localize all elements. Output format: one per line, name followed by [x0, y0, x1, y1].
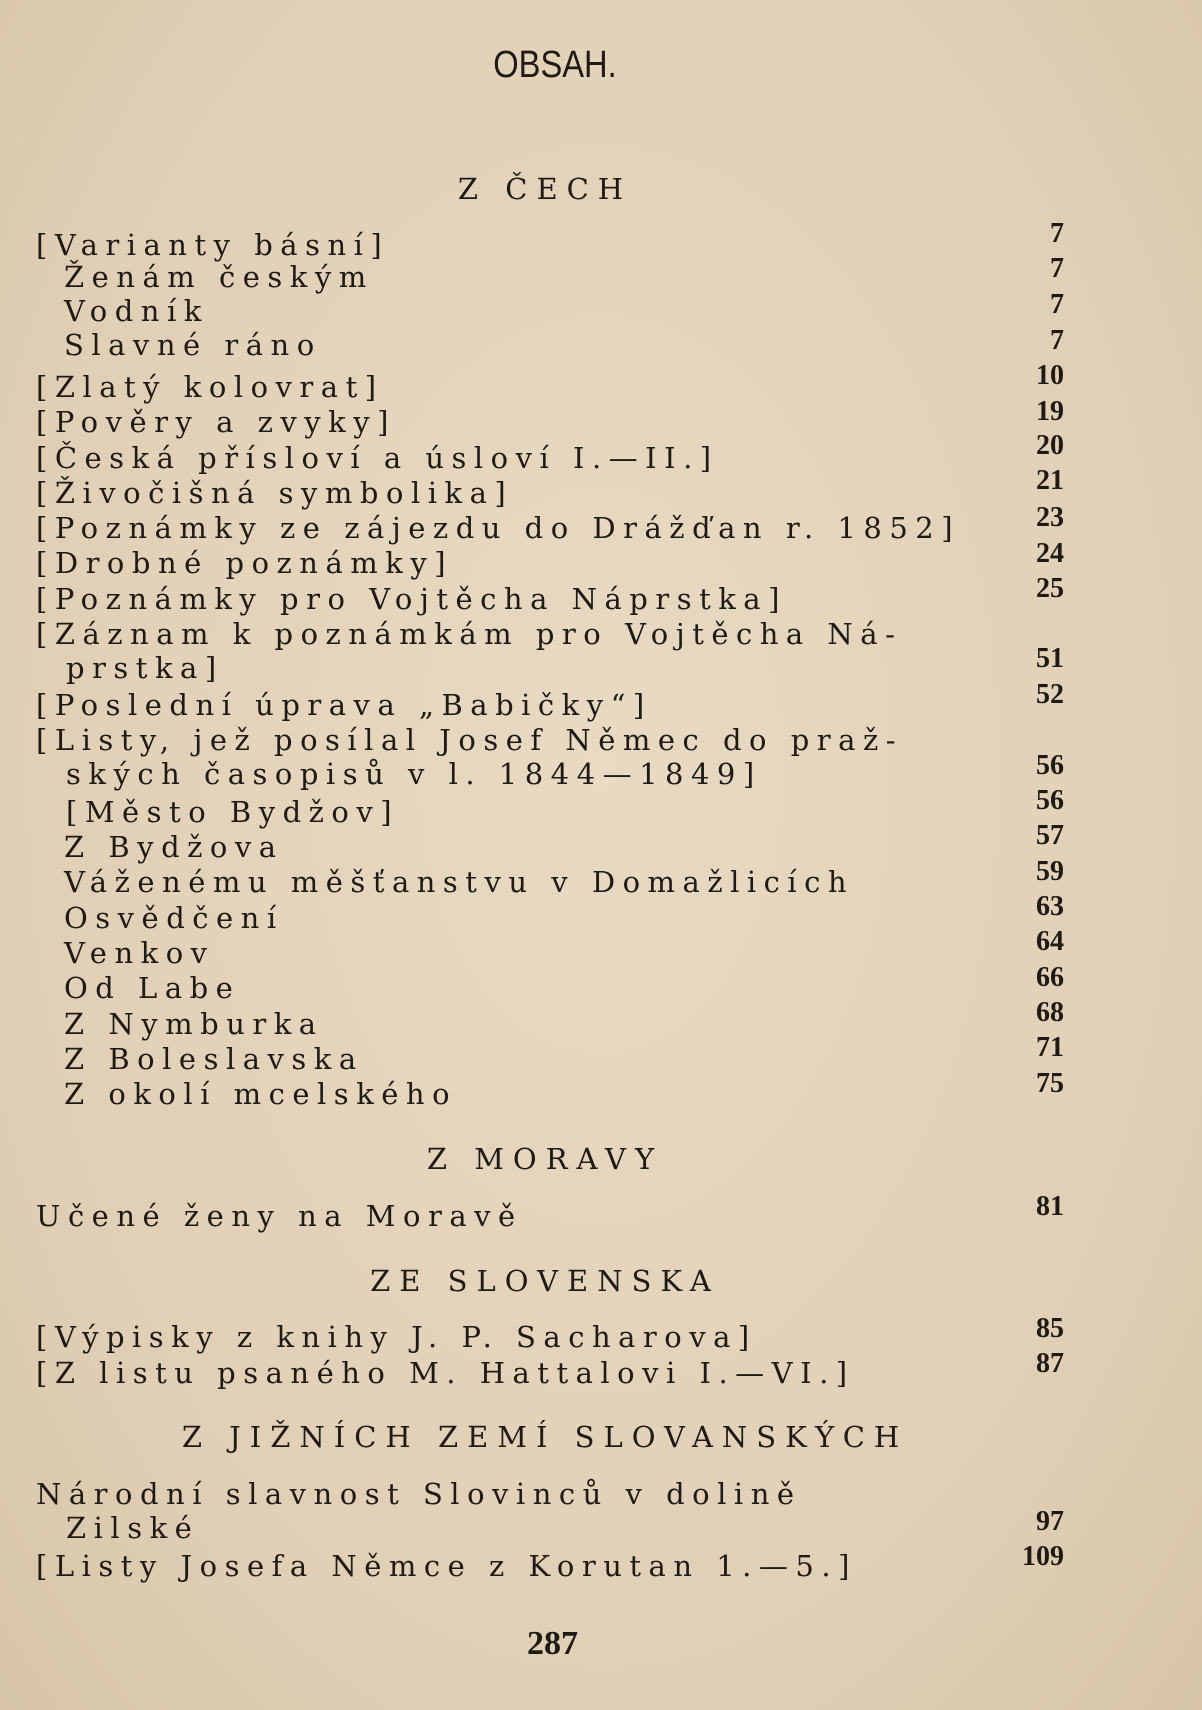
- page-folio: 287: [527, 1625, 578, 1662]
- page-number: 85: [1036, 1313, 1064, 1344]
- page-number: 51: [1036, 643, 1064, 674]
- toc-entry-zivocisna: [Živočišná symbolika]: [36, 476, 514, 510]
- page-number: 10: [1036, 360, 1064, 391]
- toc-entry-drazdany: [Poznámky ze zájezdu do Drážďan r. 1852]: [36, 511, 961, 545]
- toc-entry-varianty: [Varianty básní]: [36, 228, 390, 262]
- toc-entry-naprstek: [Poznámky pro Vojtěcha Náprstka]: [36, 582, 787, 616]
- section-heading-jih: Z JIŽNÍCH ZEMÍ SLOVANSKÝCH: [181, 1420, 909, 1454]
- page-number: 19: [1036, 396, 1064, 427]
- toc-entry-zenam: Ženám českým: [64, 260, 374, 294]
- toc-entry-ucene-zeny: Učené ženy na Moravě: [36, 1199, 523, 1233]
- page-number: 52: [1036, 679, 1064, 710]
- toc-entry-od-labe: Od Labe: [64, 971, 241, 1005]
- toc-entry-slovinci: Národní slavnost Slovinců v dolině Zilské: [36, 1477, 802, 1545]
- toc-entry-z-bydzova: Z Bydžova: [64, 830, 284, 864]
- toc-entry-nymburk: Z Nymburka: [64, 1007, 324, 1041]
- page-number: 23: [1036, 502, 1064, 533]
- page-number: 7: [1050, 289, 1064, 320]
- page-number: 66: [1036, 962, 1064, 993]
- section-heading-morava: Z MORAVY: [426, 1142, 664, 1176]
- toc-entry-venkov: Venkov: [64, 936, 215, 970]
- page-number: 7: [1050, 325, 1064, 356]
- page-number: 7: [1050, 218, 1064, 249]
- page-number: 7: [1050, 253, 1064, 284]
- toc-entry-zlaty-kolovrat: [Zlatý kolovrat]: [36, 370, 384, 404]
- page-number: 56: [1036, 785, 1064, 816]
- toc-entry-mcelske: Z okolí mcelského: [64, 1077, 458, 1111]
- page-number: 24: [1036, 538, 1064, 569]
- page-number: 75: [1036, 1068, 1064, 1099]
- toc-entry-domazlice: Váženému měšťanstvu v Domažlicích: [64, 865, 855, 899]
- page-number: 59: [1036, 856, 1064, 887]
- toc-entry-korutany: [Listy Josefa Němce z Korutan 1.—5.]: [36, 1549, 857, 1583]
- toc-entry-slavne-rano: Slavné ráno: [64, 328, 322, 362]
- toc-entry-ceska-prislovi: [Česká přísloví a úsloví I.—II.]: [36, 441, 719, 475]
- toc-entry-listy-nemec: [Listy, jež posílal Josef Němec do praž- ských časopisů v l. 1844—1849]: [36, 723, 904, 791]
- page-number: 68: [1036, 997, 1064, 1028]
- page-title: OBSAH.: [493, 44, 617, 86]
- toc-entry-mesto-bydzov: [Město Bydžov]: [66, 795, 400, 829]
- page-number: 57: [1036, 820, 1064, 851]
- page-number: 25: [1036, 573, 1064, 604]
- page-number: 20: [1036, 430, 1064, 461]
- page-number: 87: [1036, 1348, 1064, 1379]
- section-heading-cech: Z ČECH: [457, 172, 633, 206]
- page-number: 56: [1036, 750, 1064, 781]
- toc-entry-hattala: [Z listu psaného M. Hattalovi I.—VI.]: [36, 1356, 855, 1390]
- page-number: 97: [1036, 1506, 1064, 1537]
- toc-entry-sacharov: [Výpisky z knihy J. P. Sacharova]: [36, 1320, 757, 1354]
- toc-entry-povery: [Pověry a zvyky]: [36, 405, 396, 439]
- toc-entry-osvedceni: Osvědčení: [64, 901, 284, 935]
- toc-entry-drobne: [Drobné poznámky]: [36, 546, 454, 580]
- section-heading-slovensko: ZE SLOVENSKA: [370, 1264, 720, 1298]
- page-number: 21: [1036, 465, 1064, 496]
- page-number: 64: [1036, 926, 1064, 957]
- toc-entry-zaznam: [Záznam k poznámkám pro Vojtěcha Ná- prstka]: [36, 617, 903, 685]
- toc-entry-vodnik: Vodník: [64, 294, 209, 328]
- page-number: 109: [1022, 1541, 1064, 1572]
- page-number: 63: [1036, 891, 1064, 922]
- page-number: 71: [1036, 1032, 1064, 1063]
- page-number: 81: [1036, 1191, 1064, 1222]
- toc-entry-boleslavsko: Z Boleslavska: [64, 1042, 364, 1076]
- toc-entry-babicka: [Poslední úprava „Babičky“]: [36, 688, 652, 722]
